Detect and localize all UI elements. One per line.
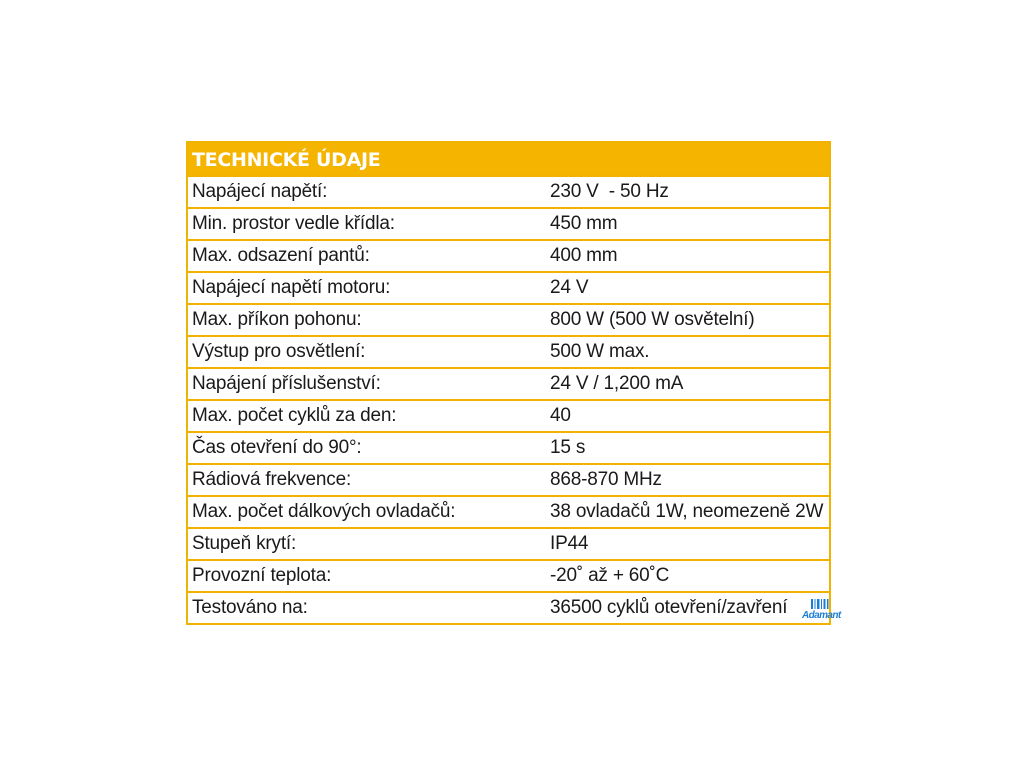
table-row (188, 303, 829, 335)
spec-label: Napájecí napětí motoru: (192, 277, 391, 298)
spec-label: Napájecí napětí: (192, 181, 328, 202)
table-row (188, 367, 829, 399)
spec-value: 36500 cyklů otevření/zavření (550, 597, 788, 618)
spec-value: 24 V / 1,200 mA (550, 373, 684, 394)
spec-value: 868-870 MHz (550, 469, 662, 490)
spec-value: 40 (550, 405, 571, 426)
spec-value: 450 mm (550, 213, 618, 234)
table-row (188, 399, 829, 431)
table-row (188, 463, 829, 495)
table-row (188, 431, 829, 463)
barcode-logo-icon (810, 598, 830, 610)
spec-label: Max. počet dálkových ovladačů: (192, 501, 456, 522)
spec-table-header: TECHNICKÉ ÚDAJE (188, 143, 829, 175)
spec-label: Min. prostor vedle křídla: (192, 213, 395, 234)
spec-table (186, 141, 831, 625)
spec-label: Testováno na: (192, 597, 308, 618)
spec-label: Napájení příslušenství: (192, 373, 381, 394)
spec-value: -20˚ až + 60˚C (550, 565, 670, 586)
table-row (188, 527, 829, 559)
table-row (188, 207, 829, 239)
table-row (188, 239, 829, 271)
spec-label: Rádiová frekvence: (192, 469, 352, 490)
spec-label: Max. odsazení pantů: (192, 245, 370, 266)
spec-label: Provozní teplota: (192, 565, 332, 586)
spec-label: Stupeň krytí: (192, 533, 297, 554)
spec-value: 15 s (550, 437, 586, 458)
spec-value: 400 mm (550, 245, 618, 266)
spec-label: Výstup pro osvětlení: (192, 341, 366, 362)
spec-value: 24 V (550, 277, 589, 298)
table-row (188, 559, 829, 591)
table-row (188, 591, 829, 623)
table-row (188, 175, 829, 207)
spec-value: 38 ovladačů 1W, neomezeně 2W (550, 501, 824, 522)
spec-value: 500 W max. (550, 341, 650, 362)
table-row (188, 335, 829, 367)
table-row (188, 495, 829, 527)
spec-label: Čas otevření do 90°: (192, 437, 362, 458)
logo-text: Adamant (802, 610, 841, 621)
table-row (188, 271, 829, 303)
adamant-logo (802, 598, 841, 630)
spec-label: Max. počet cyklů za den: (192, 405, 397, 426)
spec-value: IP44 (550, 533, 589, 554)
spec-value: 800 W (500 W osvětelní) (550, 309, 755, 330)
spec-value: 230 V - 50 Hz (550, 181, 669, 202)
spec-label: Max. příkon pohonu: (192, 309, 362, 330)
